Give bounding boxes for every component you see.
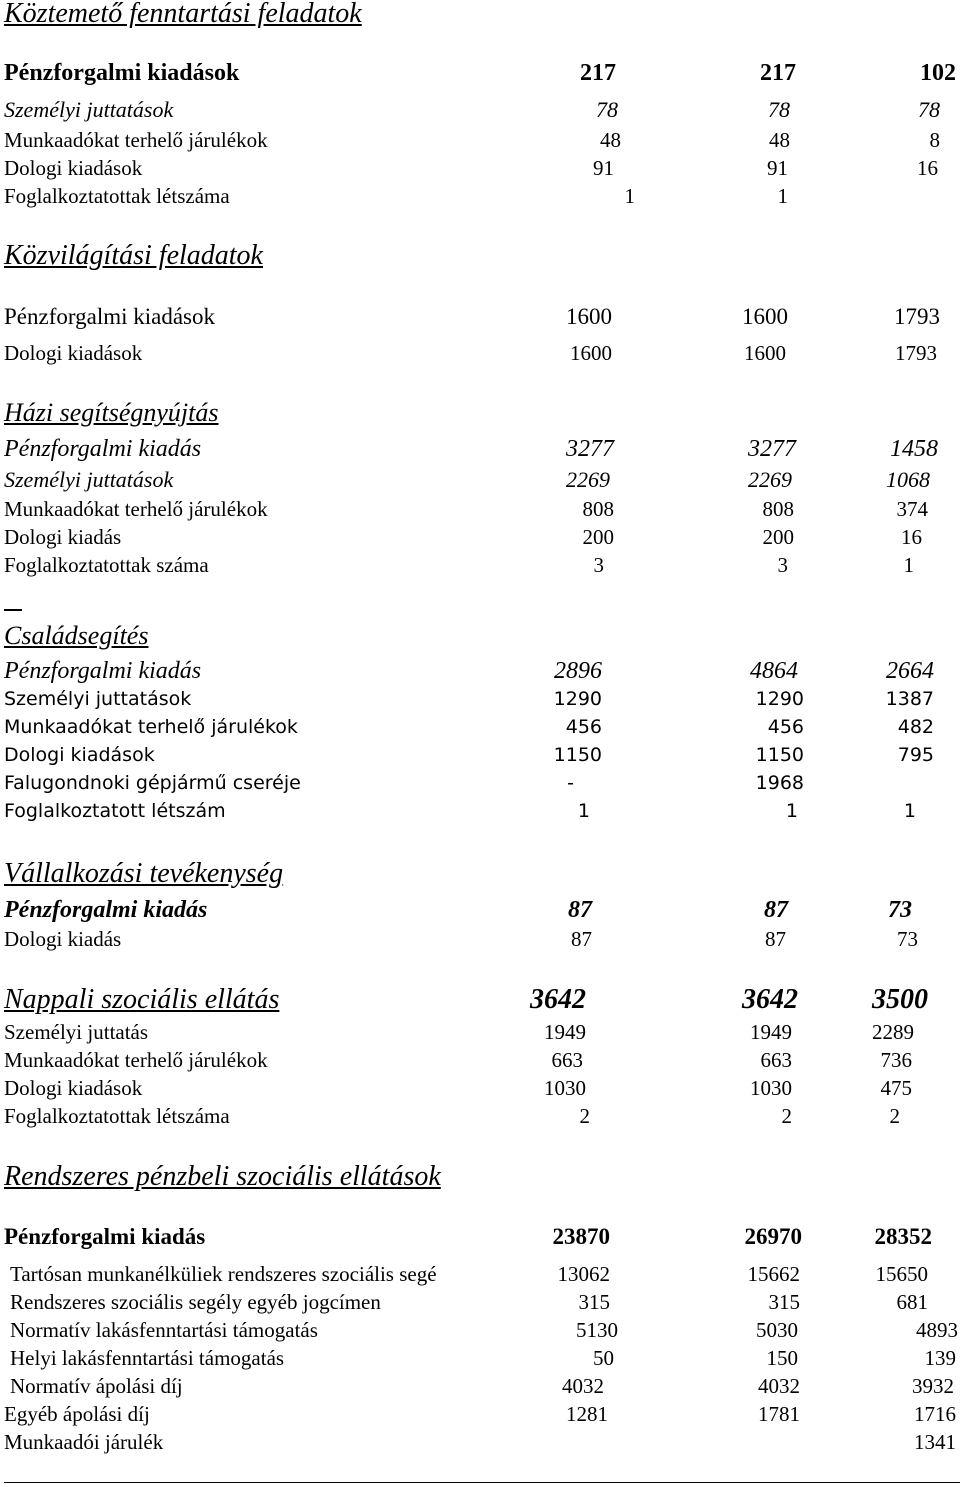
row-value: 3932: [912, 1374, 954, 1398]
row-value: 1150: [553, 744, 602, 766]
summary-value: 2896: [554, 658, 602, 684]
row-value: 73: [897, 927, 918, 951]
section-title: [4, 860, 309, 888]
summary-value: 3642: [530, 984, 586, 1015]
row-value: 3: [777, 553, 788, 577]
row-value: 663: [760, 1048, 792, 1072]
row-value: 475: [880, 1076, 912, 1100]
row-value: 315: [768, 1290, 800, 1314]
section-title-text: Vállalkozási tevékenység: [4, 858, 284, 889]
summary-value: 73: [888, 897, 912, 923]
row-value: 91: [593, 156, 614, 180]
row-label: Normatív ápolási díj: [10, 1374, 183, 1398]
row-value: 2269: [748, 467, 792, 492]
summary-value: 1600: [566, 304, 612, 329]
row-value: 1: [624, 184, 635, 208]
row-value: -: [567, 772, 574, 794]
summary-value: 23870: [552, 1224, 610, 1249]
row-label: Munkaadói járulék: [4, 1430, 164, 1454]
summary-value: 4864: [750, 658, 798, 684]
row-value: 1290: [755, 688, 804, 710]
row-value: 150: [766, 1346, 798, 1370]
summary-value: 217: [580, 60, 616, 86]
summary-value: 1600: [742, 304, 788, 329]
row-label: Foglalkoztatottak létszáma: [4, 184, 230, 208]
row-label: Egyéb ápolási díj: [4, 1402, 150, 1426]
divider: [4, 609, 22, 611]
section-title: Családsegítés: [4, 621, 149, 650]
row-value: 2: [781, 1104, 792, 1128]
row-value: 3: [593, 553, 604, 577]
row-value: 1387: [885, 688, 934, 710]
row-label: Dologi kiadások: [4, 341, 143, 365]
row-label: Dologi kiadások: [4, 1076, 143, 1100]
row-value: 808: [582, 497, 614, 521]
row-value: 795: [897, 744, 934, 766]
row-label: Foglalkoztatottak száma: [4, 553, 209, 577]
row-value: 1150: [755, 744, 804, 766]
row-value: 663: [551, 1048, 583, 1072]
row-value: 2289: [872, 1020, 914, 1044]
row-value: 15650: [875, 1262, 928, 1286]
row-value: 1949: [750, 1020, 792, 1044]
summary-value: 3642: [742, 984, 798, 1015]
row-label: Személyi juttatások: [4, 688, 192, 710]
row-label: Tartósan munkanélküliek rendszeres szociális segé: [10, 1262, 437, 1286]
row-value: 1600: [570, 341, 612, 365]
summary-value: 87: [568, 897, 592, 923]
row-value: 87: [571, 927, 592, 951]
row-label: Személyi juttatások: [4, 467, 174, 492]
summary-label: Pénzforgalmi kiadások: [4, 60, 240, 86]
row-label: Munkaadókat terhelő járulékok: [4, 716, 298, 738]
row-value: 1068: [886, 467, 930, 492]
section-title: Nappali szociális ellátás: [4, 984, 280, 1015]
row-value: 50: [593, 1346, 614, 1370]
row-value: 78: [596, 97, 618, 122]
summary-value: 217: [760, 60, 796, 86]
row-value: 681: [896, 1290, 928, 1314]
summary-label: Pénzforgalmi kiadás: [4, 658, 202, 684]
summary-value: 3500: [872, 984, 928, 1015]
row-value: 1968: [755, 772, 804, 794]
row-value: 736: [880, 1048, 912, 1072]
row-value: 2269: [566, 467, 610, 492]
summary-value: 3277: [566, 436, 614, 462]
row-value: 5130: [576, 1318, 618, 1342]
summary-value: 102: [920, 60, 956, 86]
row-label: Dologi kiadások: [4, 156, 143, 180]
divider: [4, 1482, 960, 1483]
summary-value: 3277: [748, 436, 796, 462]
row-label: Normatív lakásfenntartási támogatás: [10, 1318, 318, 1342]
row-label: Foglalkoztatott létszám: [4, 800, 226, 822]
section-title: Házi segítségnyújtás: [4, 398, 219, 427]
row-value: 78: [768, 97, 790, 122]
summary-value: 1458: [890, 436, 938, 462]
summary-label: Pénzforgalmi kiadás: [4, 897, 208, 923]
row-value: 15662: [747, 1262, 800, 1286]
row-label: Munkaadókat terhelő járulékok: [4, 1048, 268, 1072]
row-value: 1716: [914, 1402, 956, 1426]
row-value: 1: [777, 184, 788, 208]
summary-value: 2664: [886, 658, 934, 684]
row-value: 48: [769, 128, 790, 152]
row-value: 1949: [544, 1020, 586, 1044]
row-value: 1: [903, 553, 914, 577]
row-value: 16: [917, 156, 938, 180]
row-value: 1793: [895, 341, 937, 365]
row-label: Munkaadókat terhelő járulékok: [4, 497, 268, 521]
row-label: Dologi kiadás: [4, 927, 122, 951]
summary-label: Pénzforgalmi kiadások: [4, 304, 215, 329]
summary-label: Pénzforgalmi kiadás: [4, 1224, 206, 1249]
row-label: Helyi lakásfenntartási támogatás: [10, 1346, 285, 1370]
row-value: 78: [918, 97, 940, 122]
row-value: 1341: [914, 1430, 956, 1454]
row-value: 2: [889, 1104, 900, 1128]
row-value: 1030: [544, 1076, 586, 1100]
summary-value: 28352: [874, 1224, 932, 1249]
row-label: Munkaadókat terhelő járulékok: [4, 128, 268, 152]
summary-value: 26970: [744, 1224, 802, 1249]
row-label: Személyi juttatás: [4, 1020, 149, 1044]
row-value: 315: [578, 1290, 610, 1314]
row-label: Személyi juttatások: [4, 97, 174, 122]
row-value: 91: [767, 156, 788, 180]
row-value: 4032: [562, 1374, 604, 1398]
row-value: 456: [767, 716, 804, 738]
summary-value: 1793: [894, 304, 940, 329]
row-value: 13062: [557, 1262, 610, 1286]
row-value: 1: [903, 800, 916, 822]
row-label: Foglalkoztatottak létszáma: [4, 1104, 230, 1128]
row-value: 1281: [566, 1402, 608, 1426]
row-value: 4893: [916, 1318, 958, 1342]
row-value: 5030: [756, 1318, 798, 1342]
row-value: 139: [924, 1346, 956, 1370]
row-value: 4032: [758, 1374, 800, 1398]
row-value: 482: [897, 716, 934, 738]
row-value: 16: [901, 525, 922, 549]
row-value: 374: [896, 497, 928, 521]
row-value: 8: [929, 128, 940, 152]
row-label: Rendszeres szociális segély egyéb jogcímen: [10, 1290, 381, 1314]
row-value: 808: [762, 497, 794, 521]
row-value: 1: [577, 800, 590, 822]
section-title: Közvilágítási feladatok: [4, 240, 263, 271]
row-value: 200: [582, 525, 614, 549]
row-value: 1781: [758, 1402, 800, 1426]
section-title: Köztemető fenntartási feladatok: [4, 0, 362, 29]
row-value: 87: [765, 927, 786, 951]
row-value: 456: [565, 716, 602, 738]
row-value: 48: [600, 128, 621, 152]
row-label: Dologi kiadás: [4, 525, 122, 549]
row-value: 1030: [750, 1076, 792, 1100]
row-label: Dologi kiadások: [4, 744, 155, 766]
summary-value: 87: [764, 897, 788, 923]
row-label: Falugondnoki gépjármű cseréje: [4, 772, 301, 794]
row-value: 1600: [744, 341, 786, 365]
section-title: Rendszeres pénzbeli szociális ellátások: [4, 1161, 441, 1192]
row-value: 2: [579, 1104, 590, 1128]
row-value: 1290: [553, 688, 602, 710]
row-value: 200: [762, 525, 794, 549]
summary-label: Pénzforgalmi kiadás: [4, 436, 202, 462]
row-value: 1: [785, 800, 798, 822]
